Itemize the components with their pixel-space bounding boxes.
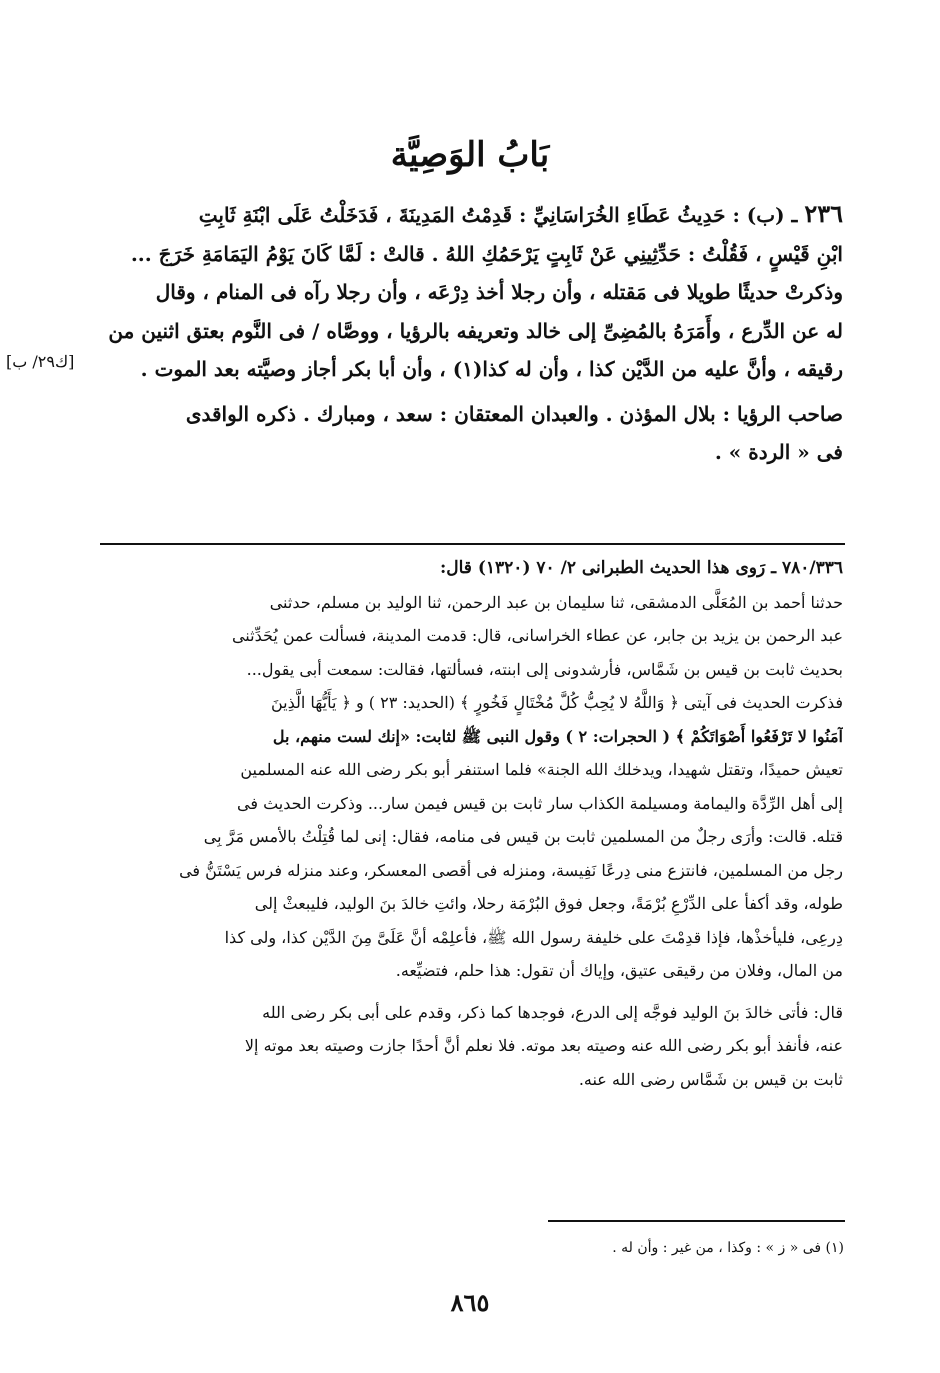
section-divider — [100, 543, 845, 545]
hadith-line-4: له عن الدِّرع ، وأَمَرَهُ بالمُضِىِّ إلى خالد وتعريفه بالرؤيا ، ووصَّاه / فى النَّوم بعتق اثنين من — [108, 318, 843, 343]
footnote-divider — [548, 1220, 845, 1222]
hadith-line-1-text: ـ (ب) : حَدِيثُ عَطَاءِ الخُرَاسَانِيِّ : قَدِمْتُ المَدِينَةَ ، فَدَخَلْتُ عَلَى ابْنَةِ ثَابِتِ — [198, 203, 798, 227]
commentary-line: ثابت بن قيس بن شَمَّاس رضى الله عنه. — [578, 1069, 843, 1089]
commentary-line: بحديث ثابت بن قيس بن شَمَّاس، فأرشدونى إلى ابنته، فسألتها، فقالت: سمعت أبى يقول... — [246, 659, 843, 679]
hadith-line-2: ابْنِ قَيْسٍ ، فَقُلْتُ : حَدِّثِينِي عَنْ ثَابِتٍ يَرْحَمُكِ اللهُ . قالتْ : لَمَّا كَانَ يَوْمُ اليَمَامَةِ خَرَجَ ... — [130, 241, 843, 266]
hadith-line-1 — [98, 195, 843, 235]
hadith-text — [98, 195, 843, 472]
commentary-line: عبد الرحمن بن يزيد بن جابر، عن عطاء الخراسانى، قال: قدمت المدينة، فسألت عمن يُحَدِّثنى — [231, 626, 843, 645]
commentary-line: إلى أهل الرِّدَّة واليمامة ومسيلمة الكذاب سار ثابت بن قيس فيمن سار... وذكرت الحديث فى — [237, 793, 843, 813]
commentary-line: طوله، وقد أكفأ على الدِّرْعِ بُرْمَةً، وجعل فوق البُرْمَة رحلا، وائتِ خالدَ بنَ الوليد، فليبعثْ إلى — [254, 894, 843, 913]
commentary-line: فذكرت الحديث فى آيتى ﴿ وَاللَّهُ لا يُحِبُّ كُلَّ مُخْتَالٍ فَخُورٍ ﴾ (الحديد: ٢٣ ) و ﴿ يَأَيُّهَا الَّذِينَ — [270, 693, 843, 712]
manuscript-margin-reference: [ك٢٩/ ب] — [6, 352, 75, 371]
commentary-line: عنه، فأنفذ أبو بكر رضى الله عنه وصيته بعد موته. فلا نعلم أنَّ أحدًا جازت وصيته بعد موته إلا — [244, 1036, 843, 1055]
commentary-heading: ٧٨٠/٣٣٦ ـ رَوى هذا الحديث الطبرانى ٢/ ٧٠ (١٣٢٠) قال: — [440, 558, 843, 578]
commentary-block — [98, 552, 843, 1096]
commentary-line: دِرعِى، فليأخذْها، فإذا قدِمْتَ على خليفة رسول الله ﷺ، فأعلِمْه أنَّ عَلَىَّ مِنَ الدَّيْن كذا، ولى كذا — [224, 927, 843, 947]
commentary-line: قال: فأتى خالدَ بنَ الوليد فوجَّه إلى الدرع، فوجدها كما ذكر، وقدم على أبى بكر رضى الله — [262, 1002, 843, 1022]
commentary-paragraph-2 — [98, 996, 843, 1097]
hadith-line-3: وذكرتْ حديثًا طويلا فى مَقتله ، وأن رجلا أخذ دِرْعَه ، وأن رجلا رآه فى المنام ، وقال — [155, 280, 843, 304]
hadith-line-5: رقيقه ، وأنَّ عليه من الدَّيْن كذا ، وأن له كذا(١) ، وأن أبا بكر أجاز وصيَّته بعد الموت . — [140, 357, 843, 381]
commentary-paragraph-1 — [98, 586, 843, 988]
hadith-note-line-1: صاحب الرؤيا : بلال المؤذن . والعبدان المعتقان : سعد ، ومبارك . ذكره الواقدى — [185, 401, 843, 426]
commentary-line: حدثنا أحمد بن المُعَلَّى الدمشقى، ثنا سليمان بن عبد الرحمن، ثنا الوليد بن مسلم، حدثنى — [269, 592, 843, 612]
hadith-paragraph — [98, 195, 843, 389]
commentary-line: من المال، وفلان من رقيقى عتيق، وإياك أن تقول: هذا حلم، فتضيِّعه. — [395, 961, 843, 980]
page-number: ٨٦٥ — [450, 1288, 490, 1317]
commentary-line: رجل من المسلمين، فانتزع منى دِرعًا نَفِيسة، ومنزله فى أقصى المعسكر، وعند منزله فرس يَسْتَنُّ فى — [179, 860, 843, 880]
commentary-line: قتله. قالت: وأرَى رجلٌ من المسلمين ثابت بن قيس فى منامه، فقال: إنى لما قُتِلْتُ بالأمس مَرَّ بِى — [203, 827, 843, 846]
commentary-line: تعيش حميدًا، وتقتل شهيدا، ويدخلك الله الجنة» فلما استنفر أبو بكر رضى الله عنه المسلمين — [240, 760, 843, 779]
footnote: (١) فى « ز » : وكذا ، من غير : وأن له . — [612, 1240, 844, 1256]
commentary-line: آمَنُوا لا تَرْفَعُوا أَصْوَاتَكُمْ ﴾ ( الحجرات: ٢ ) وقول النبى ﷺ لثابت: «إنك لست منهم، بل — [272, 726, 843, 746]
hadith-note — [98, 395, 843, 472]
hadith-number: ٢٣٦ — [804, 199, 843, 228]
hadith-note-line-2: فى « الردة » . — [714, 440, 843, 464]
chapter-title: بَابُ الوَصِيَّة — [390, 135, 550, 175]
